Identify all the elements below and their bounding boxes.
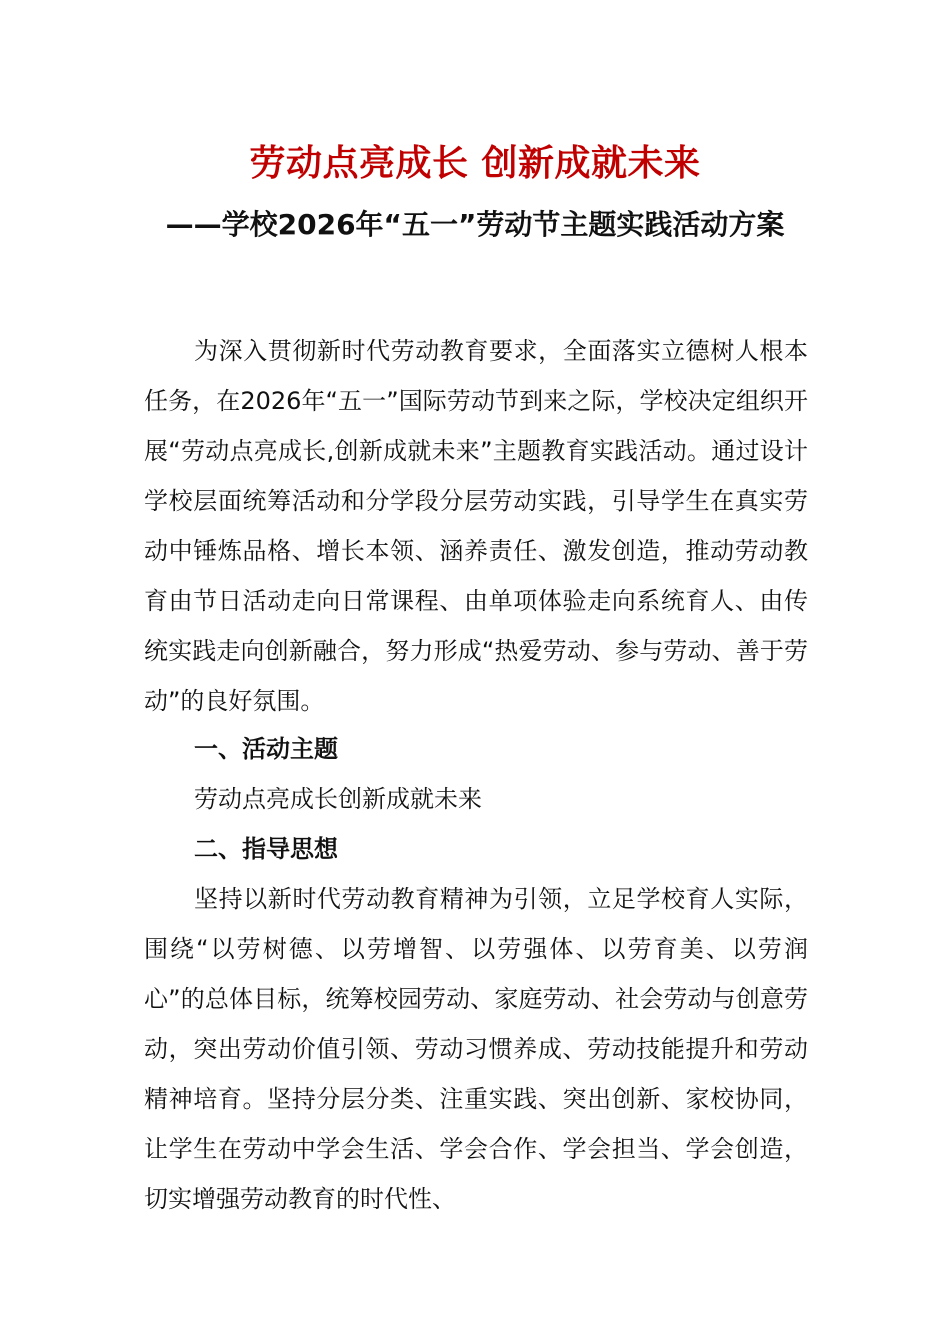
section-heading-guiding-ideology: 二、指导思想 [194,835,338,863]
intro-paragraph: 为深入贯彻新时代劳动教育要求，全面落实立德树人根本任务，在2026年“五一”国际劳动节到来之际，学校决定组织开展“劳动点亮成长,创新成就未来”主题教育实践活动。通过设计学校层面统筹活动和分学段分层劳动实践，引导学生在真实劳动中锤炼品格、增长本领、涵养责任、激发创造，推动劳动教育由节日活动走向日常课程、由单项体验走向系统育人、由传统实践走向创新融合，努力形成“热爱劳动、参与劳动、善于劳动”的良好氛围。 [144,337,808,715]
document-subtitle: ——学校2026年“五一”劳动节主题实践活动方案 [165,208,785,241]
section-text-theme: 劳动点亮成长创新成就未来 [194,785,482,813]
document-title: 劳动点亮成长 创新成就未来 [249,143,701,184]
section-heading-theme: 一、活动主题 [194,735,338,763]
guiding-ideology-paragraph: 坚持以新时代劳动教育精神为引领，立足学校育人实际，围绕“以劳树德、以劳增智、以劳强体、以劳育美、以劳润心”的总体目标，统筹校园劳动、家庭劳动、社会劳动与创意劳动，突出劳动价值引领、劳动习惯养成、劳动技能提升和劳动精神培育。坚持分层分类、注重实践、突出创新、家校协同，让学生在劳动中学会生活、学会合作、学会担当、学会创造，切实增强劳动教育的时代性、 [144,885,808,1213]
